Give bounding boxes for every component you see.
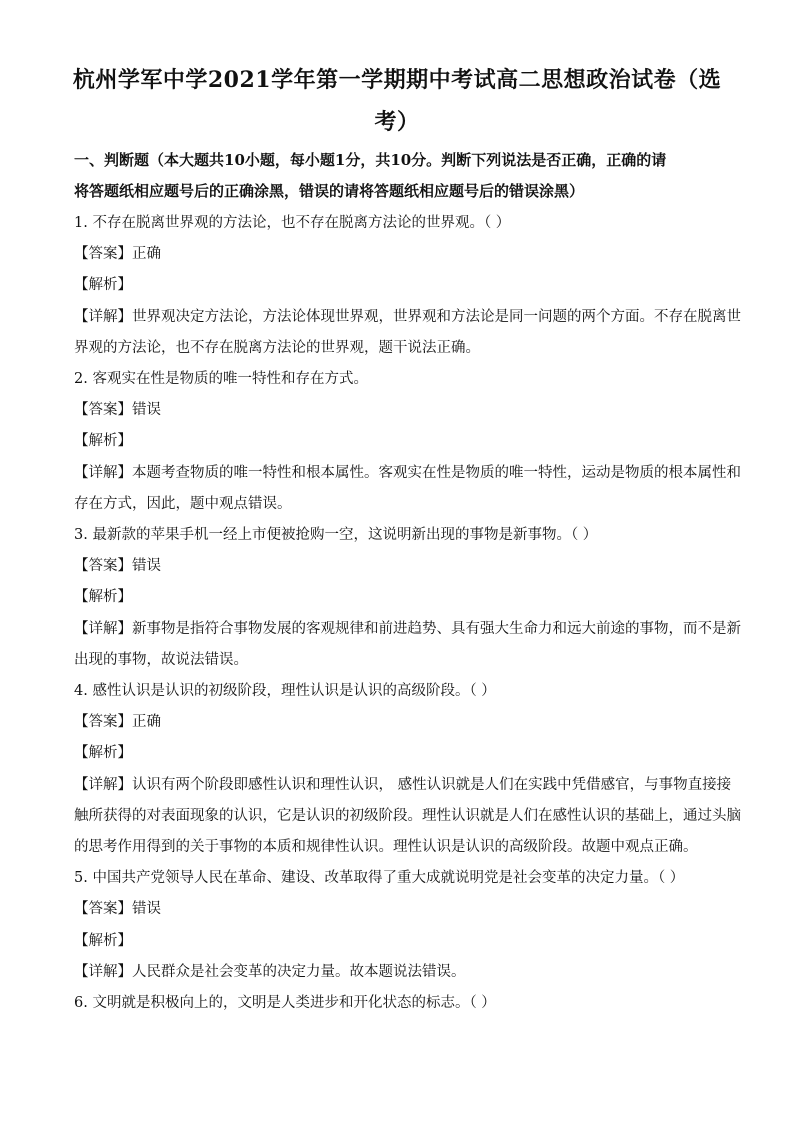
document-title-line-2: 考） (374, 109, 420, 135)
answer-3: 【答案】错误 (74, 558, 161, 574)
detail-3-line-2: 出现的事物，故说法错误。 (74, 652, 248, 668)
detail-5-line-1: 【详解】人民群众是社会变革的决定力量。故本题说法错误。 (74, 964, 466, 980)
answer-5: 【答案】错误 (74, 901, 161, 917)
question-2: 2. 客观实在性是物质的唯一特性和存在方式。 (74, 371, 368, 387)
detail-2-line-2: 存在方式，因此，题中观点错误。 (74, 496, 292, 512)
detail-3-line-1: 【详解】新事物是指符合事物发展的客观规律和前进趋势、具有强大生命力和远大前途的事物，而不是新 (74, 621, 741, 637)
analysis-label-3: 【解析】 (74, 589, 132, 605)
question-3: 3. 最新款的苹果手机一经上市便被抢购一空，这说明新出现的事物是新事物。（ ） (74, 527, 598, 543)
analysis-label-2: 【解析】 (74, 433, 132, 449)
detail-4-line-3: 的思考作用得到的关于事物的本质和规律性认识。理性认识是认识的高级阶段。故题中观点正确。 (74, 839, 698, 855)
section-heading-line-1: 一、判断题（本大题共10小题，每小题1分，共10分。判断下列说法是否正确，正确的请 (74, 151, 667, 169)
analysis-label-4: 【解析】 (74, 745, 132, 761)
document-title-line-1: 杭州学军中学2021学年第一学期期中考试高二思想政治试卷（选 (72, 67, 722, 93)
question-1: 1. 不存在脱离世界观的方法论，也不存在脱离方法论的世界观。（ ） (74, 215, 511, 231)
section-heading-line-2: 将答题纸相应题号后的正确涂黑，错误的请将答题纸相应题号后的错误涂黑） (74, 182, 585, 200)
analysis-label-1: 【解析】 (74, 277, 132, 293)
question-4: 4. 感性认识是认识的初级阶段，理性认识是认识的高级阶段。（ ） (74, 683, 496, 699)
detail-4-line-2: 触所获得的对表面现象的认识，它是认识的初级阶段。理性认识就是人们在感性认识的基础上，通过头脑 (74, 808, 741, 824)
answer-1: 【答案】正确 (74, 246, 161, 262)
question-6: 6. 文明就是积极向上的，文明是人类进步和开化状态的标志。（ ） (74, 995, 496, 1011)
answer-2: 【答案】错误 (74, 402, 161, 418)
detail-4-line-1: 【详解】认识有两个阶段即感性认识和理性认识， 感性认识就是人们在实践中凭借感官，与事物直接接 (74, 777, 732, 793)
answer-4: 【答案】正确 (74, 714, 161, 730)
detail-2-line-1: 【详解】本题考查物质的唯一特性和根本属性。客观实在性是物质的唯一特性，运动是物质的根本属性和 (74, 465, 741, 481)
detail-1-line-2: 界观的方法论，也不存在脱离方法论的世界观，题干说法正确。 (74, 340, 480, 356)
analysis-label-5: 【解析】 (74, 933, 132, 949)
question-5: 5. 中国共产党领导人民在革命、建设、改革取得了重大成就说明党是社会变革的决定力量。（ ） (74, 870, 685, 886)
detail-1-line-1: 【详解】世界观决定方法论，方法论体现世界观，世界观和方法论是同一问题的两个方面。不存在脱离世 (74, 309, 741, 325)
